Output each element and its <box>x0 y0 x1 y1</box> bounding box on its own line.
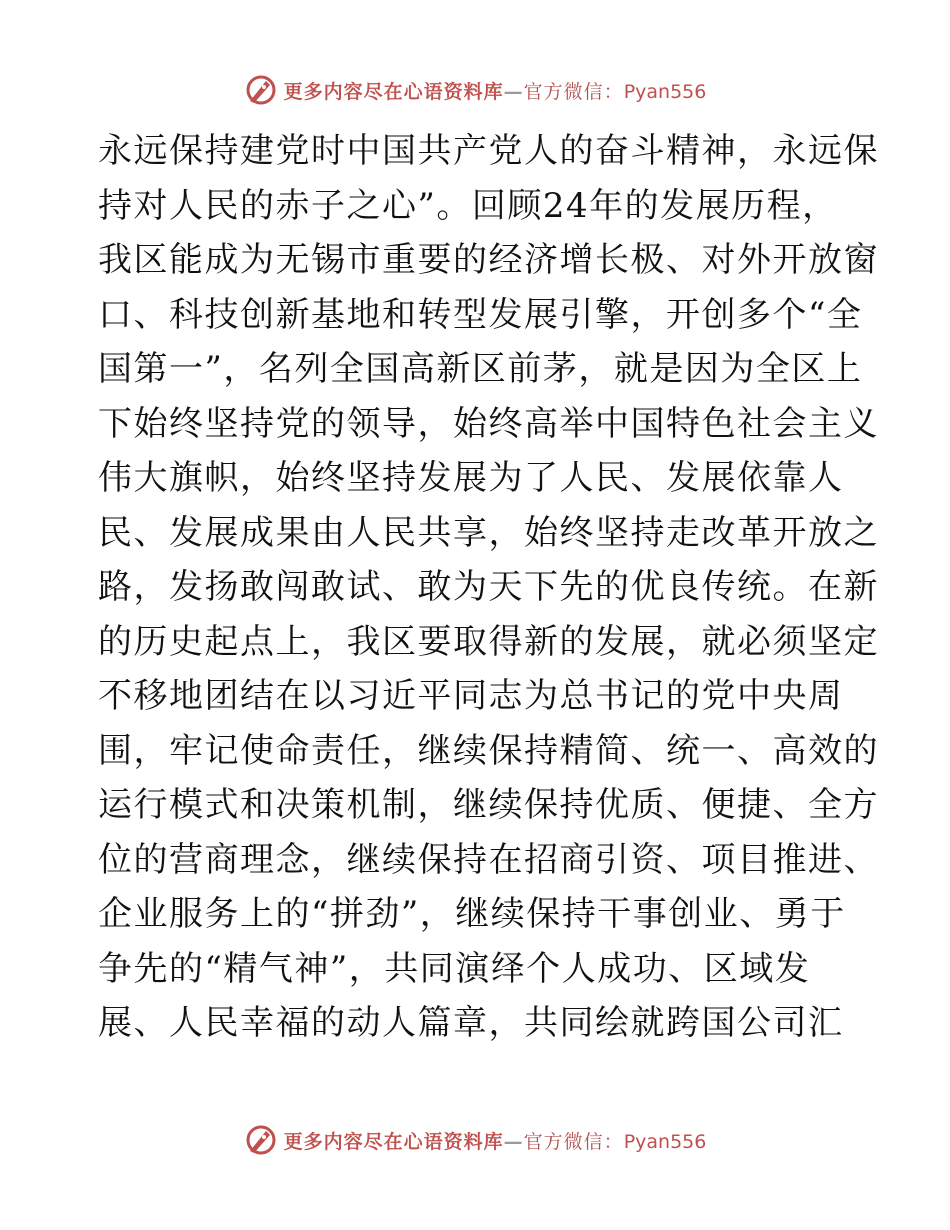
text-line: 展、人民幸福的动人篇章，共同绘就跨国公司汇 <box>98 1003 844 1043</box>
text-line: 的历史起点上，我区要取得新的发展，就必须坚定 <box>98 621 879 662</box>
watermark-sub: 官方微信： <box>523 80 624 103</box>
watermark-id: Pyan556 <box>623 1130 707 1153</box>
watermark-main: 更多内容尽在心语资料库 <box>283 1130 504 1153</box>
text-line: 围，牢记使命责任，继续保持精简、统一、高效的 <box>98 730 879 771</box>
watermark-main: 更多内容尽在心语资料库 <box>283 80 504 103</box>
text-line: 口、科技创新基地和转型发展引擎，开创多个“全 <box>98 294 863 335</box>
text-line: 永远保持建党时中国共产党人的奋斗精神，永远保 <box>98 131 879 171</box>
text-line: 位的营商理念，继续保持在招商引资、项目推进、 <box>98 839 879 880</box>
watermark-dash: — <box>503 1130 524 1153</box>
watermark-id: Pyan556 <box>623 80 707 103</box>
pen-nib-circle-icon <box>244 1123 278 1157</box>
text-line: 争先的“精气神”，共同演绎个人成功、区域发 <box>98 948 811 989</box>
text-line: 我区能成为无锡市重要的经济增长极、对外开放窗 <box>98 240 879 280</box>
text-line: 伟大旗帜，始终坚持发展为了人民、发展依靠人 <box>98 458 844 498</box>
text-line: 运行模式和决策机制，继续保持优质、便捷、全方 <box>98 785 879 825</box>
document-body <box>98 124 879 1051</box>
text-line: 持对人民的赤子之心”。回顾24年的发展历程， <box>98 185 838 226</box>
text-line: 国第一”，名列全国高新区前茅，就是因为全区上 <box>98 349 863 389</box>
text-line: 民、发展成果由人民共享，始终坚持走改革开放之 <box>98 512 879 553</box>
watermark-dash: — <box>503 80 524 103</box>
text-line: 企业服务上的“拼劲”，继续保持干事创业、勇于 <box>98 894 846 934</box>
watermark-sub: 官方微信： <box>523 1130 624 1153</box>
watermark-text <box>284 77 707 104</box>
pen-nib-circle-icon <box>244 73 278 107</box>
text-line: 路，发扬敢闯敢试、敢为天下先的优良传统。在新 <box>98 567 879 607</box>
header-watermark <box>0 72 950 108</box>
text-line: 下始终坚持党的领导，始终高举中国特色社会主义 <box>98 403 879 444</box>
watermark-text <box>284 1127 707 1154</box>
footer-watermark <box>0 1122 950 1158</box>
text-line: 不移地团结在以习近平同志为总书记的党中央周 <box>98 676 844 716</box>
